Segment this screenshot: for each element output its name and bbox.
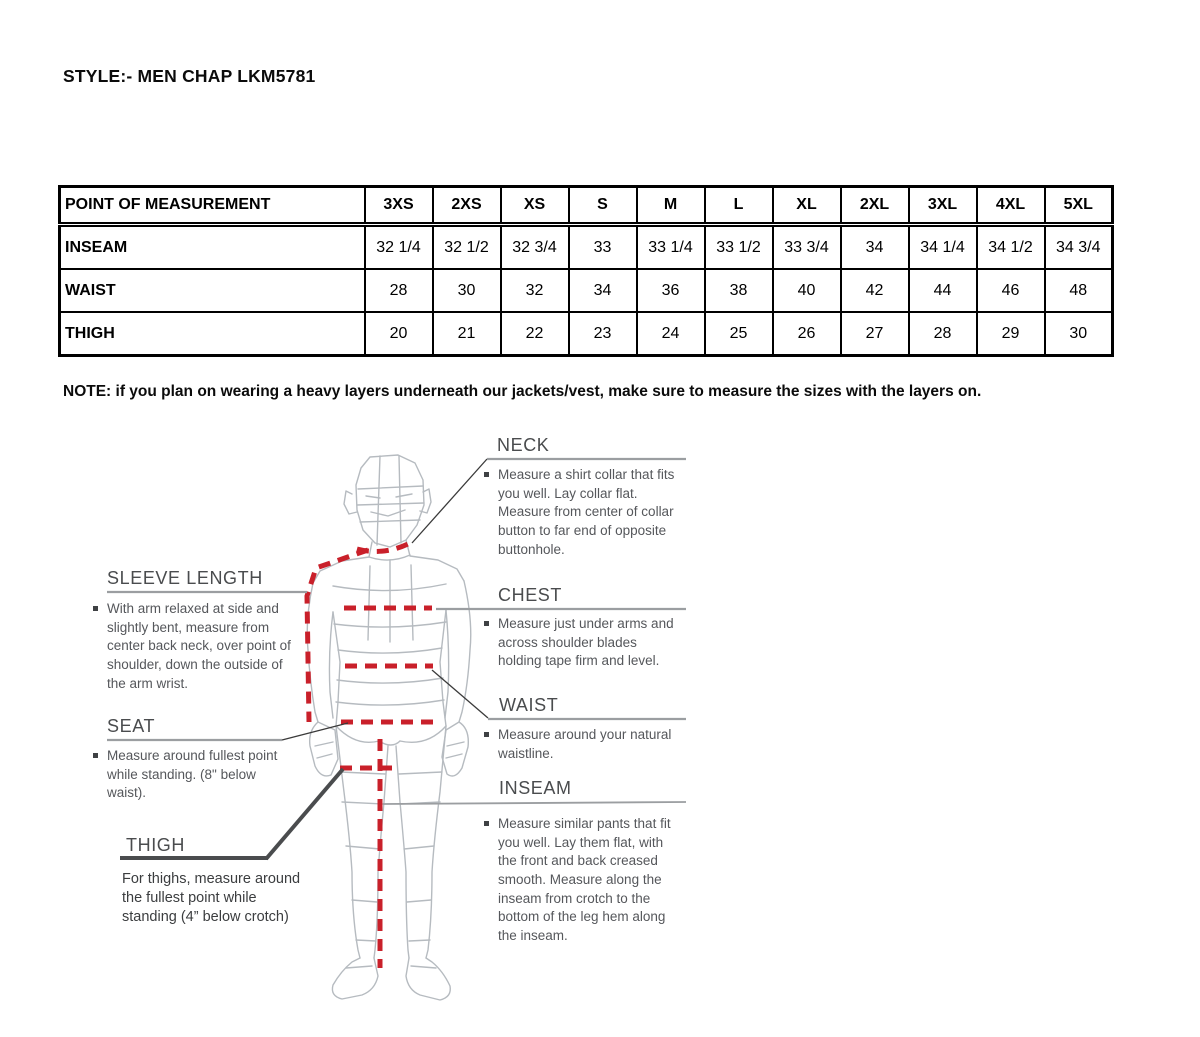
size-value-cell: 20 [365, 312, 433, 356]
guide-description-seat: Measure around fullest point while standing. (8" below waist). [107, 748, 278, 801]
size-column-header: 3XS [365, 187, 433, 225]
guide-section-neck [497, 435, 697, 456]
size-column-header: 2XS [433, 187, 501, 225]
row-label: INSEAM [60, 225, 365, 270]
size-value-cell: 33 [569, 225, 637, 270]
guide-description-neck: Measure a shirt collar that fits you well. Lay collar flat. Measure from center of collar button to far end of opposite buttonhole. [498, 467, 675, 557]
bullet-icon [484, 821, 489, 826]
size-value-cell: 30 [1045, 312, 1113, 356]
guide-section-chest [498, 585, 698, 606]
guide-title-seat: SEAT [107, 716, 156, 736]
size-value-cell: 33 3/4 [773, 225, 841, 270]
guide-section-waist [499, 695, 699, 716]
size-value-cell: 48 [1045, 269, 1113, 312]
guide-text-block-neck [484, 466, 679, 559]
size-value-cell: 44 [909, 269, 977, 312]
guide-text-block-chest [484, 615, 684, 671]
size-value-cell: 34 1/4 [909, 225, 977, 270]
size-column-header: 3XL [909, 187, 977, 225]
size-column-header: L [705, 187, 773, 225]
guide-description-thigh: For thighs, measure around the fullest point while standing (4” below crotch) [122, 871, 301, 926]
note-text: NOTE: if you plan on wearing a heavy layers underneath our jackets/vest, make sure to measure the sizes with the layers on. [63, 383, 982, 400]
guide-section-sleeve-length [107, 568, 327, 589]
size-column-header: S [569, 187, 637, 225]
size-value-cell: 22 [501, 312, 569, 356]
size-column-header: 4XL [977, 187, 1045, 225]
bullet-icon [484, 732, 489, 737]
size-value-cell: 34 [841, 225, 909, 270]
size-value-cell: 28 [909, 312, 977, 356]
size-value-cell: 32 1/2 [433, 225, 501, 270]
size-value-cell: 34 [569, 269, 637, 312]
size-value-cell: 36 [637, 269, 705, 312]
guide-section-seat [107, 716, 307, 737]
size-value-cell: 42 [841, 269, 909, 312]
guide-title-inseam: INSEAM [499, 778, 572, 798]
size-column-header: M [637, 187, 705, 225]
guide-title-thigh: THIGH [126, 835, 185, 855]
size-value-cell: 27 [841, 312, 909, 356]
size-value-cell: 23 [569, 312, 637, 356]
bullet-icon [484, 621, 489, 626]
row-label: THIGH [60, 312, 365, 356]
size-value-cell: 25 [705, 312, 773, 356]
bullet-icon [484, 472, 489, 477]
size-value-cell: 46 [977, 269, 1045, 312]
size-value-cell: 40 [773, 269, 841, 312]
size-value-cell: 24 [637, 312, 705, 356]
size-value-cell: 32 1/4 [365, 225, 433, 270]
size-value-cell: 21 [433, 312, 501, 356]
size-value-cell: 26 [773, 312, 841, 356]
guide-text-block-sleeve-length [93, 600, 293, 693]
guide-text-block-waist [484, 726, 679, 763]
row-label: WAIST [60, 269, 365, 312]
waist-connector-line [432, 670, 488, 718]
size-table-measurement-header: POINT OF MEASUREMENT [60, 187, 365, 225]
size-value-cell: 34 1/2 [977, 225, 1045, 270]
guide-description-sleeve-length: With arm relaxed at side and slightly bent, measure from center back neck, over point of shoulder, down the outside of the arm wrist. [107, 601, 291, 691]
guide-text-block-seat [93, 747, 283, 803]
guide-description-waist: Measure around your natural waistline. [498, 727, 672, 761]
guide-text-block-thigh [122, 870, 314, 927]
size-column-header: 2XL [841, 187, 909, 225]
size-value-cell: 29 [977, 312, 1045, 356]
bullet-icon [93, 606, 98, 611]
size-column-header: XS [501, 187, 569, 225]
size-value-cell: 30 [433, 269, 501, 312]
size-value-cell: 32 3/4 [501, 225, 569, 270]
guide-title-neck: NECK [497, 435, 550, 455]
size-column-header: 5XL [1045, 187, 1113, 225]
size-value-cell: 32 [501, 269, 569, 312]
bullet-icon [93, 753, 98, 758]
size-value-cell: 28 [365, 269, 433, 312]
size-value-cell: 33 1/4 [637, 225, 705, 270]
guide-text-block-inseam [484, 815, 684, 945]
size-value-cell: 38 [705, 269, 773, 312]
size-column-header: XL [773, 187, 841, 225]
guide-section-inseam [499, 778, 699, 799]
guide-title-sleeve-length: SLEEVE LENGTH [107, 568, 263, 588]
style-title: STYLE:- MEN CHAP LKM5781 [63, 66, 316, 86]
guide-title-waist: WAIST [499, 695, 559, 715]
guide-description-inseam: Measure similar pants that fit you well. Lay them flat, with the front and back creased smooth. Measure along the inseam from crotch to the bottom of the leg hem along the inseam. [498, 816, 671, 943]
guide-section-thigh [126, 835, 306, 856]
size-value-cell: 34 3/4 [1045, 225, 1113, 270]
guide-title-chest: CHEST [498, 585, 563, 605]
size-value-cell: 33 1/2 [705, 225, 773, 270]
guide-description-chest: Measure just under arms and across shoulder blades holding tape firm and level. [498, 616, 674, 669]
